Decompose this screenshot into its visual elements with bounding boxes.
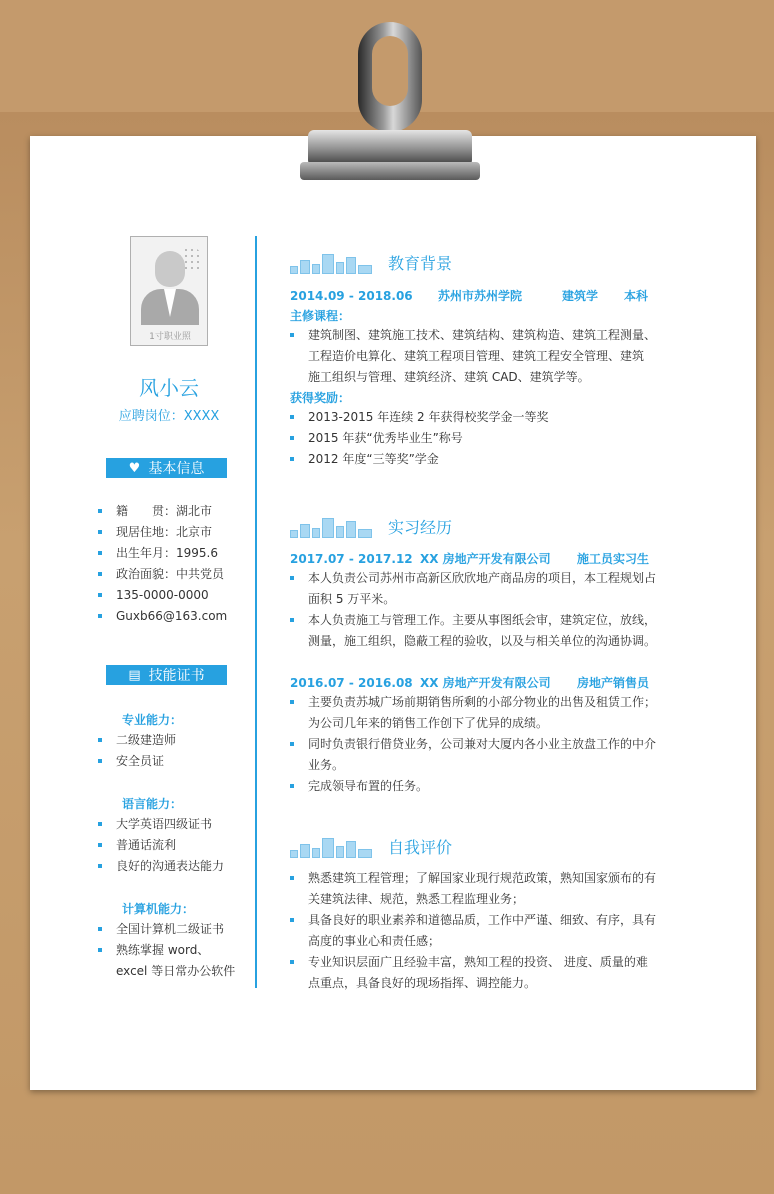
info-item [98,605,227,626]
list-item [290,952,658,994]
education-row [290,287,648,304]
skyline-icon [290,832,374,858]
info-item [98,521,227,542]
duty-text: 本人负责公司苏州市高新区欣欣地产商品房的项目，本工程规划占面积 5 万平米。 [308,571,657,606]
duty-text: 本人负责施工与管理工作。主要从事图纸会审，建筑定位，放线，测量，施工组织，隐蔽工程的验收，以及与相关单位的沟通协调。 [308,613,657,648]
award-text: 2015 年获“优秀毕业生”称号 [308,431,463,445]
skyline-icon [290,248,374,274]
self-eval-title: 自我评价 [388,838,453,857]
education-title: 教育背景 [388,254,453,273]
job-role: 房地产销售员 [577,676,650,690]
courses-list [290,325,658,388]
basic-info-title: 基本信息 [148,461,205,477]
skill-text: 良好的沟通表达能力 [116,859,225,873]
education-school: 苏州市苏州学院 [438,289,523,303]
info-residence: 现居住地：北京市 [116,525,213,539]
skill-item [98,814,248,835]
certificate-icon: ▤ [128,667,141,683]
skill-group-head: 语言能力： [122,796,183,811]
skill-item [98,751,248,772]
skill-item [98,856,248,877]
list-item [290,407,658,428]
duty-text: 主要负责苏城广场前期销售所剩的小部分物业的出售及租赁工作；为公司几年来的销售工作创下了优异的成绩。 [308,695,657,730]
list-item [290,325,658,388]
internship-header [290,508,452,538]
skills-title: 技能证书 [148,668,205,684]
duty-text: 完成领导布置的任务。 [308,779,429,793]
info-item [98,542,227,563]
list-item [290,734,658,776]
heart-icon: ♥ [128,460,141,476]
skill-item [98,919,248,940]
skill-text: 安全员证 [116,754,165,768]
job-row [290,674,649,691]
duty-text: 同时负责银行借贷业务，公司兼对大厦内各小业主放盘工作的中介业务。 [308,737,657,772]
list-item [290,868,658,910]
self-eval-list [290,868,658,994]
self-eval-header [290,828,452,858]
binder-clip-icon [300,22,480,182]
basic-info-list [98,500,227,626]
skill-item [98,940,248,982]
skill-item [98,730,248,751]
profile-photo [130,236,208,346]
job-position: 应聘岗位：XXXX [118,409,220,424]
column-divider [255,236,257,988]
education-major: 建筑学 [562,289,599,303]
education-header [290,244,452,274]
job-duties [290,692,658,797]
skill-text: 熟练掌握 word、excel 等日常办公软件 [116,943,236,978]
list-item [290,910,658,952]
awards-list [290,407,658,470]
education-period: 2014.09 - 2018.06 [290,289,413,303]
list-item [290,568,658,610]
award-text: 2013-2015 年连续 2 年获得校奖学金一等奖 [308,410,549,424]
skyline-icon [290,512,374,538]
internship-title: 实习经历 [388,518,453,537]
self-eval-text: 具备良好的职业素养和道德品质，工作中严谨、细致、有序，具有高度的事业心和责任感； [308,913,657,948]
info-political: 政治面貌：中共党员 [116,567,225,581]
job-duties [290,568,658,652]
info-item [98,563,227,584]
info-email: Guxb66@163.com [116,608,228,623]
info-phone: 135-0000-0000 [116,587,209,602]
skills-header [106,665,227,685]
skill-item [98,835,248,856]
basic-info-header [106,458,227,478]
self-eval-text: 专业知识层面广且经验丰富，熟知工程的投资、 进度、质量的难点重点，具备良好的现场指挥、调控能力。 [308,955,648,990]
job-period: 2017.07 - 2017.12 [290,552,413,566]
skills-list [98,708,248,982]
award-text: 2012 年度“三等奖”学金 [308,452,439,466]
list-item [290,428,658,449]
skill-text: 全国计算机二级证书 [116,922,225,936]
list-item [290,776,658,797]
skill-group-head: 计算机能力： [122,901,195,916]
skill-text: 大学英语四级证书 [116,817,213,831]
list-item [290,610,658,652]
person-head-icon [155,251,185,287]
job-company: XX 房地产开发有限公司 [420,676,551,690]
job-role: 施工员实习生 [577,552,650,566]
candidate-name: 风小云 [139,376,199,400]
skill-text: 二级建造师 [116,733,177,747]
info-hometown: 籍 贯：湖北市 [116,504,213,518]
education-degree: 本科 [624,289,649,303]
list-item [290,692,658,734]
courses-text: 建筑制图、建筑施工技术、建筑结构、建筑构造、建筑工程测量、 工程造价电算化、建筑工程项目管理、建筑工程安全管理、建筑 施工组织与管理、建筑经济、建筑 CAD、建筑学等。 [308,328,657,384]
info-item [98,584,227,605]
info-item [98,500,227,521]
job-row [290,550,649,567]
job-company: XX 房地产开发有限公司 [420,552,551,566]
courses-label: 主修课程： [290,309,351,323]
list-item [290,449,658,470]
photo-caption: 1寸职业照 [149,332,191,342]
skill-group-head: 专业能力： [122,712,183,727]
self-eval-text: 熟悉建筑工程管理；了解国家业现行规范政策，熟知国家颁布的有关建筑法律、规范，熟悉工程监理业务； [308,871,657,906]
info-birth: 出生年月：1995.6 [116,546,218,560]
job-period: 2016.07 - 2016.08 [290,676,413,690]
skill-text: 普通话流利 [116,838,177,852]
awards-label: 获得奖励： [290,391,351,405]
